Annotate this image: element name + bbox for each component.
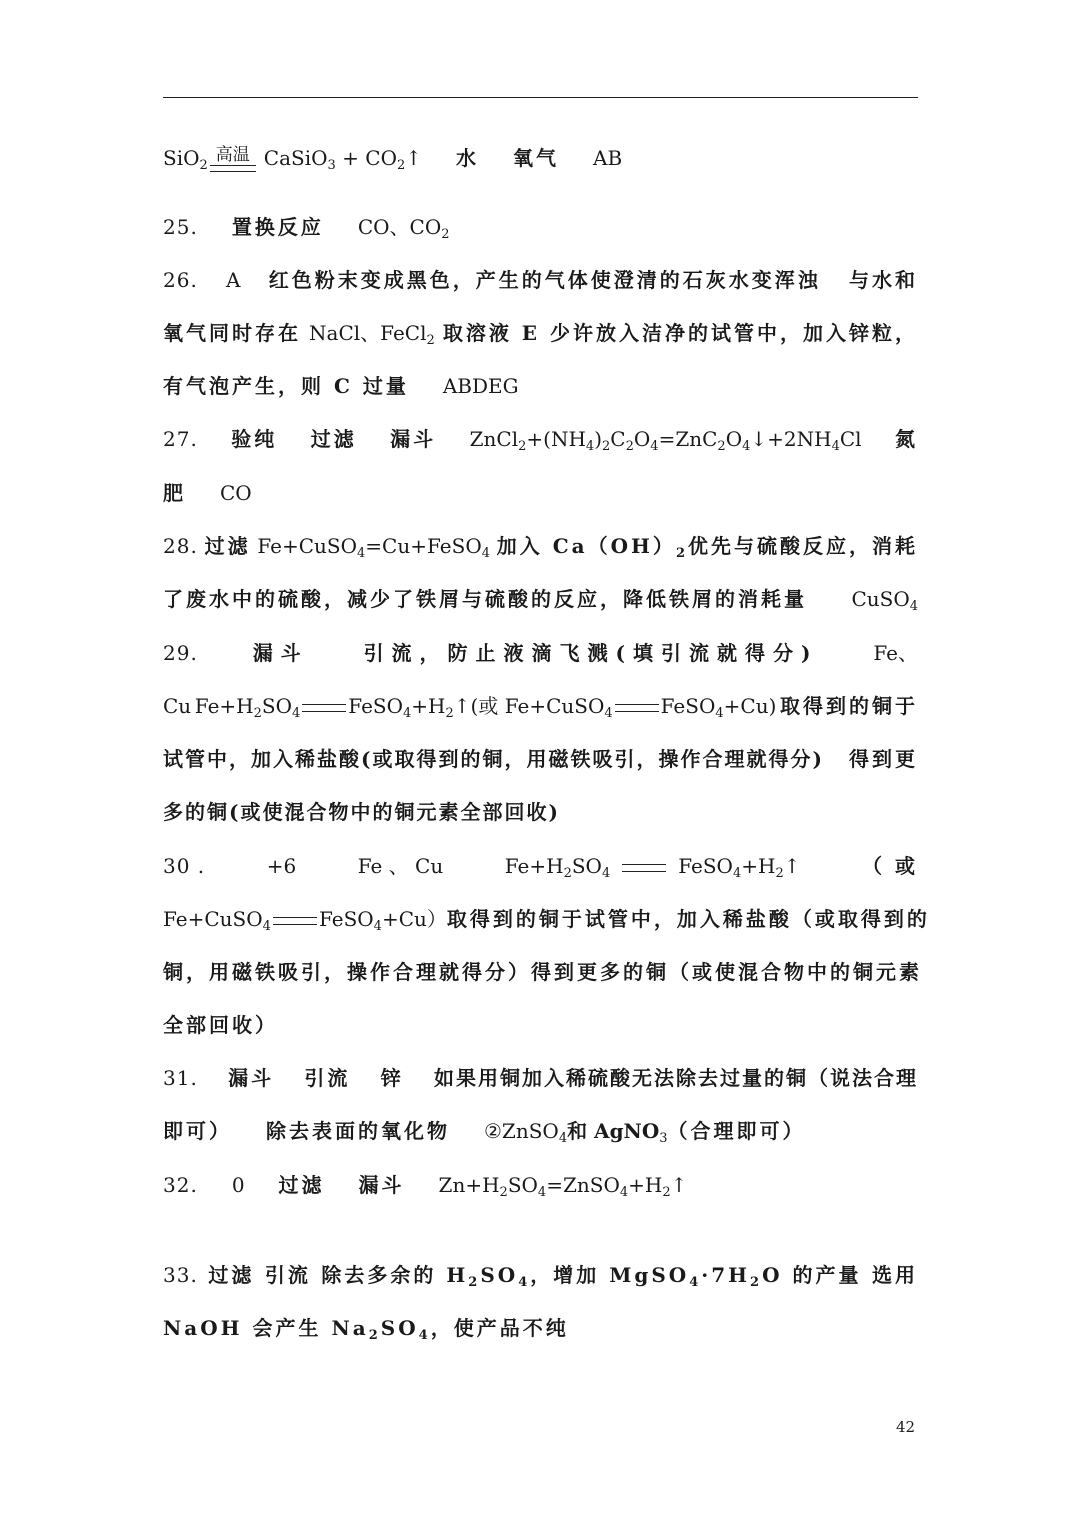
answer-27-cont: 肥 CO [163, 481, 252, 505]
equation-sio2: SiO$_2$ 高温 CaSiO$_3$ + $CO_2↑$ [163, 145, 423, 173]
answer-33-cont: NaOH 会产生 $Na_2SO_4$，使产品不纯 [163, 1316, 569, 1343]
answer-29: 29. 漏斗 引流，防止液滴飞溅(填引流就得分) Fe、 [163, 641, 918, 665]
answer-31: 31. 漏斗 引流 锌 如果用铜加入稀硫酸无法除去过量的铜（说法合理 [163, 1066, 918, 1090]
answer-32: 32. 0 过滤 漏斗 $Zn+H_2SO_4=ZnSO_4+H_2↑$ [163, 1173, 688, 1200]
answer-30-cont2: 铜，用磁铁吸引，操作合理就得分） 得到更多的铜（或使混合物中的铜元素 [163, 960, 922, 984]
answer-water: 水 [456, 146, 480, 170]
question-number: 31. [163, 1066, 198, 1090]
answer-30-cont3: 全部回收） [163, 1013, 278, 1037]
question-number: 32. [163, 1173, 198, 1197]
answer-28-cont: 了废水中的硫酸，减少了铁屑与硫酸的反应，降低铁屑的消耗量 CuSO$_4$ [163, 587, 918, 614]
answer-33: 33. 过滤 引流 除去多余的 $H_2SO_4$，增加 $MgSO_4\cdot 7H_2O$ 的产量 选用 [163, 1263, 918, 1290]
answer-26-cont: 氧气同时存在 NaCl、FeCl$_2$ 取溶液 E 少许放入洁净的试管中，加入锌粒， [163, 321, 918, 348]
answer-25: 25. 置换反应 CO、$CO_2$ [163, 215, 450, 242]
answer-26: 26. A 红色粉末变成黑色，产生的气体使澄清的石灰水变浑浊 与水和 [163, 268, 918, 292]
answer-choice: AB [593, 146, 623, 170]
question-number: 26. [163, 268, 198, 292]
line-sio2-reaction [163, 144, 918, 172]
answer-26-cont2: 有气泡产生，则 C 过量 ABDEG [163, 374, 519, 398]
answer-29-cont3: 多的铜(或使混合物中的铜元素全部回收) [163, 800, 560, 824]
reaction-condition: 高温 [210, 145, 256, 172]
header-rule [163, 97, 918, 98]
answer-30-cont: Fe+CuSO$_4$ FeSO$_4$+Cu） 取得到的铜于试管中，加入稀盐酸（或取得到的 [163, 907, 930, 934]
answer-27: 27. 验纯 过滤 漏斗 $ZnCl_2+(NH_4)_2C_2O_4=ZnC_2O_4↓+2NH_4Cl$ 氮 [163, 427, 918, 454]
question-number: 28. [163, 534, 198, 558]
equation-zncl2: $ZnCl_2+(NH_4)_2C_2O_4=ZnC_2O_4↓+2NH_4Cl$ [469, 427, 862, 454]
page-number: 42 [896, 1418, 916, 1436]
question-number: 29. [163, 641, 198, 665]
question-number: 30 . [163, 854, 206, 878]
answer-30: 30 . +6 Fe 、 Cu $Fe+H_2SO_4$ $FeSO_4+H_2↑$ （ 或 [163, 854, 918, 881]
answer-29-cont2: 试管中，加入稀盐酸(或取得到的铜，用磁铁吸引，操作合理就得分) 得到更 [163, 747, 918, 771]
answer-29-cont: Cu $Fe+H_2SO_4$ $FeSO_4+H_2↑$(或 Fe+CuSO$_4$ FeSO$_4$+Cu) 取得到的铜于 [163, 694, 918, 721]
answer-oxygen: 氧气 [513, 146, 560, 170]
question-number: 33. [163, 1263, 198, 1287]
question-number: 27. [163, 427, 198, 451]
answer-28: 28. 过滤 Fe+CuSO$_4$=Cu+FeSO$_4$ 加入 $Ca(OH)_2$优先与硫酸反应，消耗 [163, 534, 918, 561]
answer-31-cont: 即可） 除去表面的氧化物 ②ZnSO$_4$和 AgNO$_3$（合理即可） [163, 1119, 806, 1146]
question-number: 25. [163, 215, 198, 239]
